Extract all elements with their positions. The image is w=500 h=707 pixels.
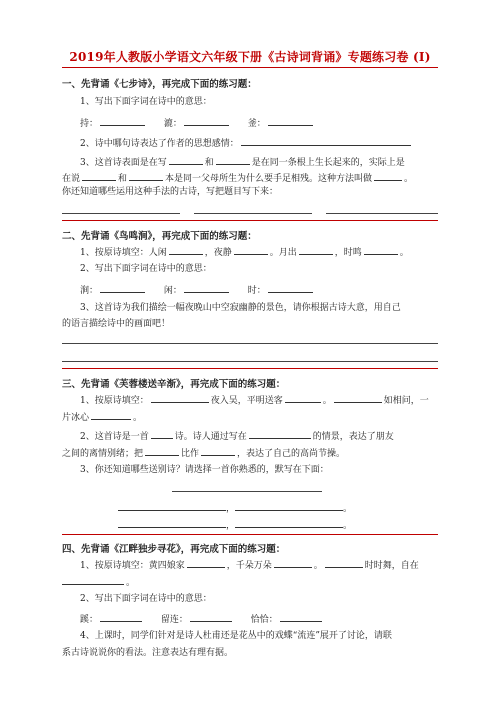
answer-blank[interactable] bbox=[184, 282, 229, 293]
s3-q1-line1 bbox=[80, 392, 429, 408]
s4-q1-text-e: 。 bbox=[126, 578, 136, 588]
s3-q3: 3、你还知道哪些送别诗？请选择一首你熟悉的，默写在下面： bbox=[80, 465, 329, 475]
s2-q1-text-a: 1、按原诗填空：人闲 bbox=[80, 248, 167, 258]
s2-q1-text-c: 。月出 bbox=[269, 248, 297, 258]
answer-blank[interactable] bbox=[249, 428, 311, 439]
s3-q1-text-a: 1、按原诗填空： bbox=[80, 396, 149, 406]
answer-blank[interactable] bbox=[274, 557, 312, 568]
answer-blank[interactable] bbox=[299, 244, 333, 255]
s2-q2: 2、写出下面字词在诗中的意思： bbox=[80, 264, 212, 274]
answer-line[interactable] bbox=[62, 361, 438, 362]
s1-q3-line1 bbox=[80, 154, 405, 170]
answer-blank[interactable] bbox=[118, 517, 226, 528]
s1-q2-text: 2、诗中哪句诗表达了作者的思想感情： bbox=[80, 139, 239, 149]
answer-blank[interactable] bbox=[169, 244, 203, 255]
s3-q2-line1 bbox=[80, 428, 394, 444]
s4-q1-text-c: 。 bbox=[313, 561, 323, 571]
s4-q1-line2 bbox=[62, 574, 135, 590]
answer-blank[interactable] bbox=[91, 409, 131, 420]
s1-q3-text-e: 和 bbox=[118, 174, 128, 184]
answer-blank[interactable] bbox=[285, 392, 321, 403]
answer-blank[interactable] bbox=[62, 574, 124, 585]
s2-word-1: 涧： bbox=[80, 286, 99, 296]
answer-blank[interactable] bbox=[268, 115, 313, 126]
answer-blank[interactable] bbox=[190, 611, 232, 622]
answer-blank[interactable] bbox=[187, 557, 225, 568]
s4-q4-line2: 系古诗说说你的看法。注意表达有理有据。 bbox=[62, 648, 234, 658]
answer-blank[interactable] bbox=[129, 170, 163, 181]
s1-word-3: 釜： bbox=[247, 119, 266, 129]
answer-blank[interactable] bbox=[100, 115, 145, 126]
s3-q2-text-b: 诗。诗人通过写在 bbox=[174, 432, 247, 442]
s1-q2 bbox=[80, 135, 413, 151]
s3-comma: ， bbox=[226, 504, 236, 514]
s3-period: 。 bbox=[343, 521, 353, 531]
s1-word-2: 漉： bbox=[163, 119, 182, 129]
answer-blank[interactable] bbox=[201, 445, 235, 456]
answer-blank[interactable] bbox=[234, 244, 268, 255]
s3-period: 。 bbox=[343, 504, 353, 514]
s3-q2-text-e: 比作 bbox=[181, 449, 200, 459]
s2-q1-text-e: 。 bbox=[399, 248, 409, 258]
s1-q1: 1、写出下面字词在诗中的意思： bbox=[80, 97, 212, 107]
answer-line[interactable] bbox=[62, 213, 180, 214]
section-divider bbox=[62, 220, 438, 221]
s3-poem-line-2 bbox=[118, 517, 352, 533]
s1-q3-text-g: 。 bbox=[404, 174, 414, 184]
answer-blank[interactable] bbox=[216, 154, 250, 165]
s3-q1-text-d: 如相问，一 bbox=[383, 396, 429, 406]
section-1-heading: 一、先背诵《七步诗》，再完成下面的练习题： bbox=[62, 79, 257, 90]
answer-blank[interactable] bbox=[82, 170, 116, 181]
s3-q1-text-b: 夜入吴，平明送客 bbox=[210, 396, 283, 406]
answer-line[interactable] bbox=[194, 213, 312, 214]
s3-q1-line2 bbox=[62, 409, 142, 425]
s3-poem-line-1 bbox=[118, 500, 352, 516]
answer-blank[interactable] bbox=[374, 170, 402, 181]
s2-q3-line1: 3、这首诗为我们描绘一幅夜晚山中空寂幽静的景色，请你根据古诗大意，用自己 bbox=[80, 303, 401, 313]
s3-q2-text-c: 的情景，表达了朋友 bbox=[312, 432, 394, 442]
s3-q1-text-c: 。 bbox=[322, 396, 332, 406]
s4-q2: 2、写出下面字词在诗中的意思： bbox=[80, 594, 212, 604]
s3-comma: ， bbox=[226, 521, 236, 531]
answer-blank[interactable] bbox=[118, 500, 226, 511]
s1-q3-line3: 你还知道哪些运用这种手法的古诗，写把题目写下来： bbox=[62, 187, 279, 197]
s3-q2-text-d: 之间的离情别绪；把 bbox=[62, 449, 144, 459]
s3-q1-text-f: 。 bbox=[133, 413, 143, 423]
answer-blank[interactable] bbox=[325, 557, 363, 568]
answer-line[interactable] bbox=[172, 491, 322, 492]
s4-q1-line1 bbox=[80, 557, 419, 573]
answer-blank[interactable] bbox=[100, 282, 145, 293]
s4-words-row bbox=[80, 611, 324, 627]
s2-q1 bbox=[80, 244, 409, 260]
s1-q3-text-f: 本是同一父母所生为什么要手足相残。这种方法叫做 bbox=[165, 174, 373, 184]
s1-q3-text-d: 在说 bbox=[62, 174, 81, 184]
answer-blank[interactable] bbox=[280, 611, 322, 622]
answer-blank[interactable] bbox=[151, 392, 209, 403]
answer-blank[interactable] bbox=[241, 135, 411, 146]
section-3-heading: 三、先背诵《芙蓉楼送辛渐》，再完成下面的练习题： bbox=[62, 379, 286, 390]
section-divider bbox=[62, 534, 438, 535]
section-divider bbox=[62, 67, 438, 68]
s4-q1-text-d: 时时舞，自在 bbox=[364, 561, 419, 571]
answer-blank[interactable] bbox=[145, 445, 179, 456]
s2-word-3: 时： bbox=[247, 286, 266, 296]
s2-q3-line2: 的语言描绘诗中的画面吧！ bbox=[62, 319, 171, 329]
answer-line[interactable] bbox=[326, 213, 438, 214]
s1-q3-text-c: 是在同一条根上生长起来的，实际上是 bbox=[251, 158, 405, 168]
answer-line[interactable] bbox=[62, 343, 438, 344]
s1-word-1: 持： bbox=[80, 119, 99, 129]
s4-q1-text-b: ，千朵万朵 bbox=[226, 561, 272, 571]
answer-blank[interactable] bbox=[100, 611, 142, 622]
s3-q2-text-a: 2、这首诗是一首 bbox=[80, 432, 149, 442]
s3-q2-text-f: ，表达了自己的高尚节操。 bbox=[237, 449, 346, 459]
s4-word-2: 留连： bbox=[160, 615, 188, 625]
page-title: 2019年人教版小学语文六年级下册《古诗词背诵》专题练习卷 (I) bbox=[69, 50, 431, 64]
s4-q4-line1: 4、上课时，同学们针对是诗人杜甫还是花丛中的戏蝶“流连”展开了讨论，请联 bbox=[80, 631, 392, 641]
s1-words-row bbox=[80, 115, 315, 131]
s2-word-2: 闲： bbox=[163, 286, 182, 296]
s2-q1-text-b: ，夜静 bbox=[204, 248, 232, 258]
s1-q3-line2 bbox=[62, 170, 413, 186]
s3-q2-line2 bbox=[62, 445, 345, 461]
answer-blank[interactable] bbox=[268, 282, 313, 293]
s2-q1-text-d: ，时鸣 bbox=[334, 248, 362, 258]
s1-q3-text-a: 3、这首诗表面是在写 bbox=[80, 158, 167, 168]
s3-q1-text-e: 片冰心 bbox=[62, 413, 90, 423]
answer-blank[interactable] bbox=[235, 517, 343, 528]
answer-blank[interactable] bbox=[364, 244, 398, 255]
answer-blank[interactable] bbox=[184, 115, 229, 126]
section-4-heading: 四、先背诵《江畔独步寻花》，再完成下面的练习题： bbox=[62, 544, 286, 555]
s4-word-1: 蹊： bbox=[80, 615, 99, 625]
section-divider bbox=[62, 368, 438, 369]
s1-q3-text-b: 和 bbox=[204, 158, 214, 168]
section-2-heading: 二、先背诵《鸟鸣涧》，再完成下面的练习题： bbox=[62, 231, 257, 242]
answer-blank[interactable] bbox=[235, 500, 343, 511]
s4-word-3: 恰恰： bbox=[250, 615, 278, 625]
s2-words-row bbox=[80, 282, 315, 298]
answer-blank[interactable] bbox=[151, 428, 173, 439]
s4-q1-text-a: 1、按原诗填空：黄四娘家 bbox=[80, 561, 185, 571]
answer-blank[interactable] bbox=[334, 392, 382, 403]
answer-blank[interactable] bbox=[169, 154, 203, 165]
